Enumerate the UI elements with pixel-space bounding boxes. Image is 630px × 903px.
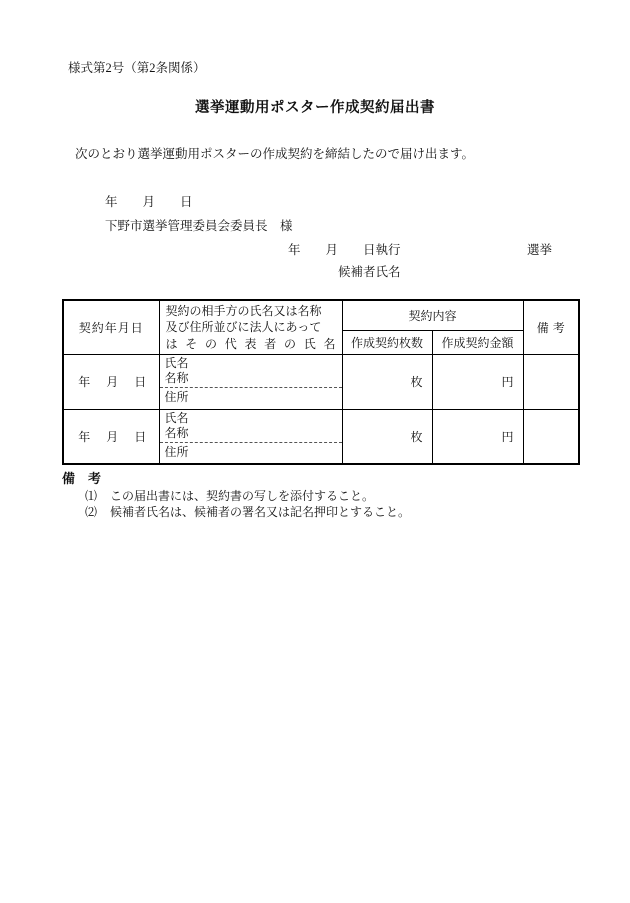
org-label: 名称 bbox=[164, 426, 189, 440]
contract-date-cell: 年 月 日 bbox=[63, 409, 159, 464]
party-name-area bbox=[160, 410, 342, 443]
header-contract-party bbox=[159, 300, 342, 354]
form-number: 様式第2号（第2条関係） bbox=[68, 61, 206, 75]
header-contract-date: 契約年月日 bbox=[63, 300, 159, 354]
header-party-line-2: 及び住所並びに法人にあって bbox=[165, 320, 322, 334]
note-number: ⑴ bbox=[85, 489, 98, 503]
table-row bbox=[63, 409, 579, 464]
candidate-name-label: 候補者氏名 bbox=[338, 265, 401, 279]
contract-date-cell: 年 月 日 bbox=[63, 354, 159, 409]
amount-unit-cell: 円 bbox=[432, 354, 523, 409]
note-number: ⑵ bbox=[85, 505, 98, 519]
header-party-line-1: 契約の相手方の氏名又は名称 bbox=[165, 303, 322, 318]
sheets-unit-cell: 枚 bbox=[342, 409, 432, 464]
contract-party-cell bbox=[159, 409, 342, 464]
sheets-unit-cell: 枚 bbox=[342, 354, 432, 409]
note-text: 候補者氏名は、候補者の署名又は記名押印とすること。 bbox=[110, 505, 411, 519]
header-sheets: 作成契約枚数 bbox=[342, 330, 432, 354]
table-header-row-1 bbox=[63, 300, 579, 330]
intro-sentence: 次のとおり選挙運動用ポスターの作成契約を締結したので届け出ます。 bbox=[75, 147, 475, 161]
header-remarks: 備考 bbox=[523, 300, 579, 354]
table-row bbox=[63, 354, 579, 409]
org-label: 名称 bbox=[164, 371, 189, 385]
page-title: 選挙運動用ポスター作成契約届出書 bbox=[195, 100, 435, 116]
amount-unit-cell: 円 bbox=[432, 409, 523, 464]
name-label: 氏名 bbox=[164, 410, 189, 425]
name-label: 氏名 bbox=[164, 355, 189, 370]
note-item bbox=[85, 487, 374, 504]
contract-table bbox=[62, 299, 580, 465]
election-execution-date-line: 年 月 日執行 bbox=[288, 243, 401, 257]
note-text: この届出書には、契約書の写しを添付すること。 bbox=[110, 489, 375, 503]
address-label: 住所 bbox=[164, 444, 189, 459]
party-name-area bbox=[160, 355, 342, 388]
address-label: 住所 bbox=[164, 389, 189, 404]
election-label: 選挙 bbox=[527, 243, 553, 257]
contract-party-cell bbox=[159, 354, 342, 409]
remarks-cell bbox=[523, 354, 579, 409]
header-amount: 作成契約金額 bbox=[432, 330, 523, 354]
header-party-line-3: はその代表者の氏名 bbox=[165, 336, 336, 351]
notes-heading: 備 考 bbox=[62, 471, 102, 486]
note-item bbox=[85, 503, 410, 520]
addressee-line: 下野市選挙管理委員会委員長 様 bbox=[105, 219, 293, 233]
header-contract-content: 契約内容 bbox=[342, 300, 523, 330]
submission-date-line: 年 月 日 bbox=[105, 195, 193, 209]
remarks-cell bbox=[523, 409, 579, 464]
